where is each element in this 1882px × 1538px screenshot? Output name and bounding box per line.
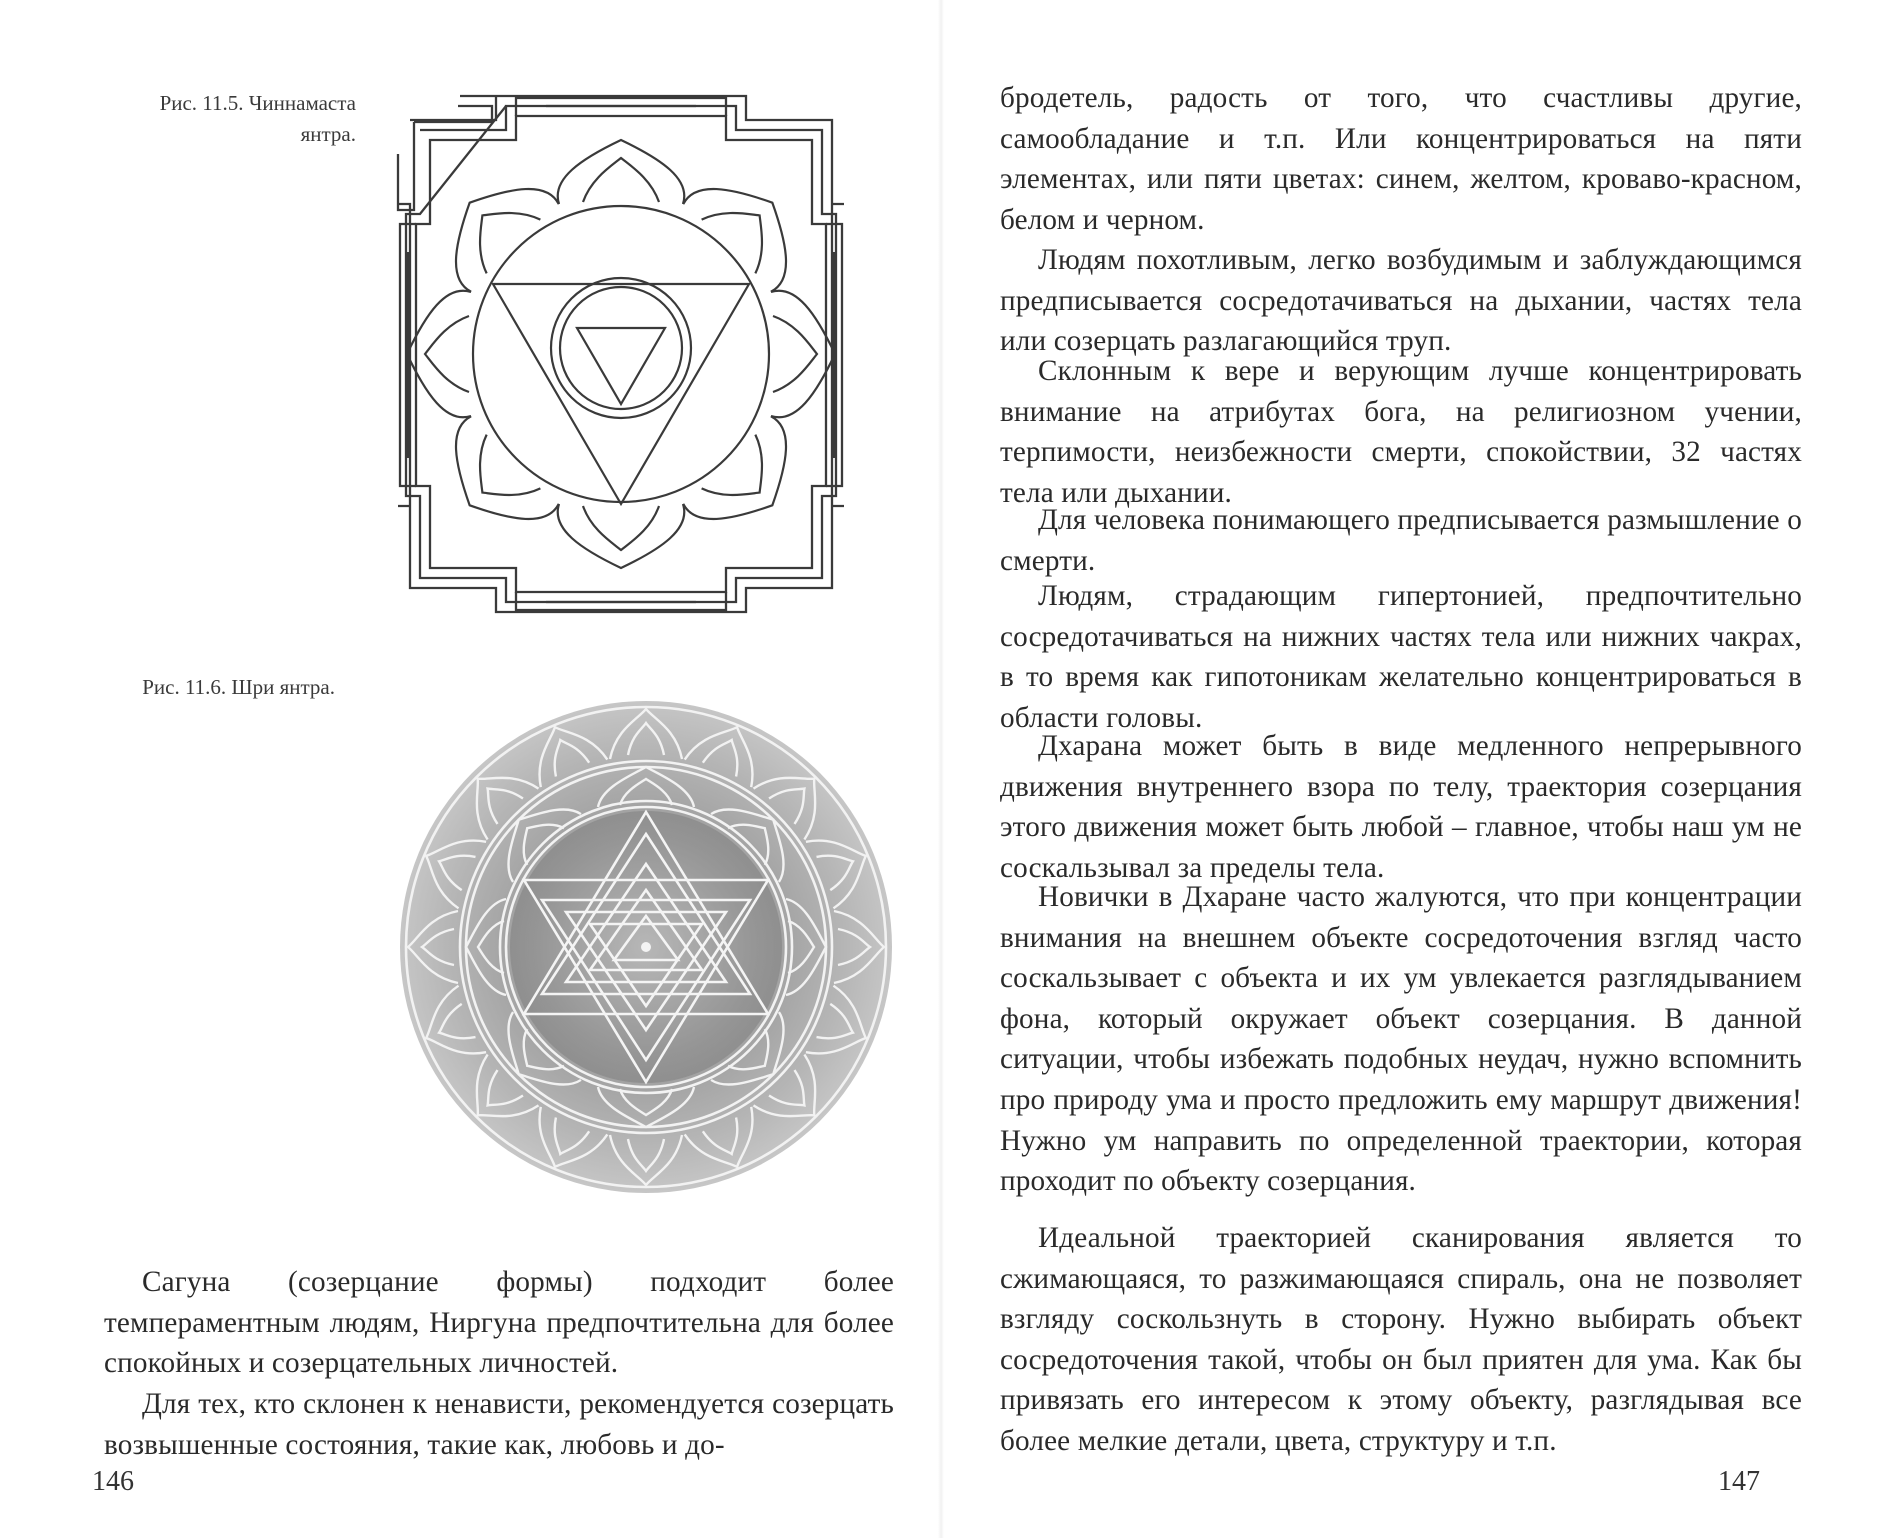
figure-caption-chinnamasta [96,88,356,150]
paragraph: Людям, страдающим гипертонией, предпочтительно сосредотачиваться на нижних частях тела или нижних чакрах, в то время как гипотоникам желательно концентрироваться в области головы. [1000,580,1802,734]
figure-caption-line: янтра. [300,122,356,146]
paragraph: Идеальной траекторией сканирования является то сжимающаяся, то разжимающаяся спираль, она не позволяет взгляду соскользнуть в сторону. Нужно выбирать объект сосредоточения такой, чтобы он был приятен для ума. Как бы привязать его интересом к этому объекту, разглядывая все более мелкие детали, цвета, структуру и т.п. [1000,1222,1802,1457]
paragraph: Для человека понимающего предписывается размышление о смерти. [1000,504,1802,577]
page-number: 146 [92,1466,134,1497]
chinnamasta-yantra-figure [396,92,846,617]
paragraph: Сагуна (созерцание формы) подходит более темпераментным людям, Ниргуна предпочтительна для более спокойных и созерцательных личностей. [104,1266,894,1380]
page-number: 147 [1718,1466,1760,1497]
paragraph: Новички в Дхаране часто жалуются, что при концентрации внимания на внешнем объекте сосредоточения взгляд часто соскальзывает с объекта и их ум увлекается разглядыванием фона, который окружает объект созерцания. В данной ситуации, чтобы избежать подобных неудач, нужно вспомнить про природу ума и просто предложить ему маршрут движения! Нужно ум направить по определенной траектории, которая проходит по объекту созерцания. [1000,881,1802,1198]
figure-caption-line: Рис. 11.5. Чиннамаста [159,91,356,115]
paragraph: Дхарана может быть в виде медленного непрерывного движения внутреннего взора по телу, траектория созерцания этого движения может быть любой – главное, чтобы наш ум не соскальзывал за пределы тела. [1000,730,1802,884]
figure-caption-sri-yantra: Рис. 11.6. Шри янтра. [142,675,335,699]
paragraph: бродетель, радость от того, что счастливы другие, самообладание и т.п. Или концентрироваться на пяти элементах, или пяти цветах: синем, желтом, кроваво-красном, белом и черном. [1000,82,1802,236]
paragraph: Для тех, кто склонен к ненависти, рекомендуется созерцать возвышенные состояния, такие как, любовь и до- [104,1388,894,1461]
paragraph: Склонным к вере и верующим лучше концентрировать внимание на атрибутах бога, на религиозном учении, терпимости, неизбежности смерти, спокойствии, 32 частях тела или дыхании. [1000,355,1802,509]
paragraph: Людям похотливым, легко возбудимым и заблуждающимся предписывается сосредотачиваться на дыхании, частях тела или созерцать разлагающийся труп. [1000,244,1802,358]
sri-yantra-figure [396,694,896,1201]
